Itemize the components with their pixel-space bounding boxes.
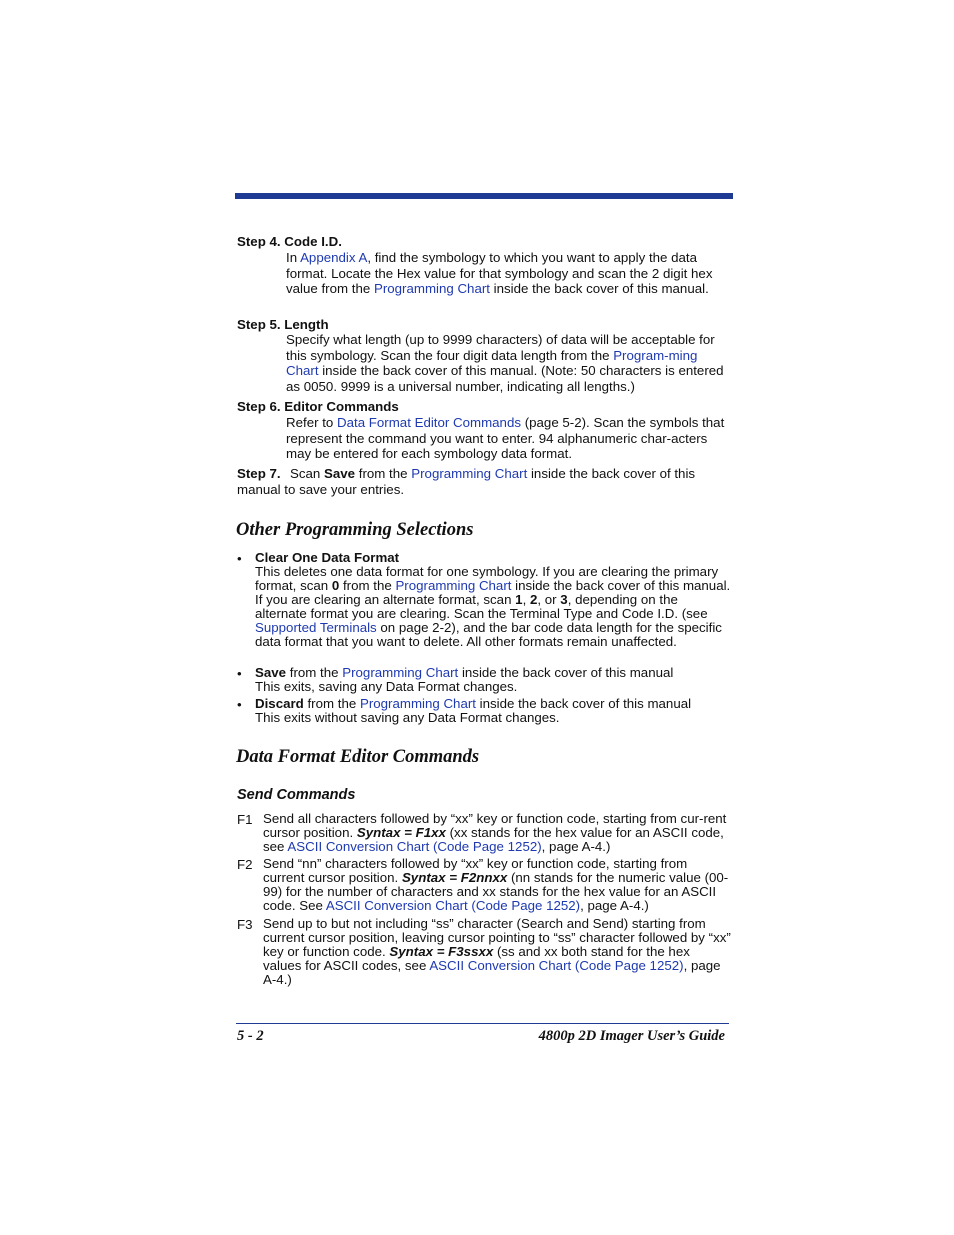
text: Send all characters followed by “xx” key or function code, starting from cur-rent cursor position. [263,811,727,840]
discard-keyword: Discard [255,696,304,711]
text: Scan [290,466,325,481]
bullet-icon: • [237,666,242,681]
programming-chart-link[interactable]: Programming Chart [373,281,490,297]
text: (xx stands for the hex value for an ASCII code, see [263,825,724,854]
ascii-chart-link[interactable]: ASCII Conversion Chart (Code Page 1252) [325,898,581,913]
command-key-f3: F3 [237,917,253,932]
text: (nn stands for the numeric value (00-99) for the number of characters and xx stands for the hex value for an ASCII code. See [263,870,729,913]
command-f1-text [263,812,731,854]
command-key-f2: F2 [237,857,253,872]
digit: 3 [560,592,568,607]
save-line [255,666,731,680]
text: inside the back cover of this manual [475,696,692,711]
save-keyword: Save [255,665,287,680]
text: from the [286,665,343,680]
command-f2-text [263,857,731,913]
step-7-text [237,466,727,497]
clear-format-heading: Clear One Data Format [255,550,400,565]
syntax-text: Syntax = F3ssxx [389,944,494,959]
text: inside the back cover of this manual. If you are clearing an alternate format, scan [255,578,731,607]
discard-line [255,697,731,711]
text: inside the back cover of this manual. (Note: 50 characters is entered as 0050. 9999 is a universal number, indicating all lengths.) [286,363,724,394]
text: , page A-4.) [580,898,649,913]
syntax-text: Syntax = F1xx [356,825,446,840]
header-rule [235,193,733,199]
programming-chart-link[interactable]: Program-ming Chart [286,347,698,379]
save-description: This exits, saving any Data Format changes. [255,679,518,694]
text: Refer to [286,415,337,430]
text: , find the symbology to which you want to apply the data format. Locate the Hex value for that symbology and scan the 2 digit hex value from the [286,250,713,297]
text: This deletes one data format for one symbology. If you are clearing the primary format, scan [255,564,719,593]
text: from the [339,578,396,593]
text: inside the back cover of this manual. [489,281,709,297]
text: from the [355,466,412,481]
bullet-icon: • [237,697,242,712]
save-keyword: Save [324,466,356,481]
digit: 0 [331,578,340,593]
text: (page 5-2). Scan the symbols that represent the command you want to enter. 94 alphanumeric char-acters may be entered for each symbology data format. [286,415,725,462]
appendix-a-link[interactable]: Appendix A [300,250,368,265]
digit: 1 [515,592,523,607]
discard-block [255,697,731,725]
programming-chart-link[interactable]: Programming Chart [342,665,459,680]
text: , or [537,592,561,607]
other-programming-title: Other Programming Selections [236,520,474,540]
text: Send up to but not including “ss” character (Search and Send) starting from current cursor position, leaving cursor pointing to “ss” character followed by “xx” key or function code. [263,916,731,959]
text: , page A-4.) [541,839,611,854]
programming-chart-link[interactable]: Programming Chart [359,696,476,711]
footer-rule [236,1023,729,1024]
command-key-f1: F1 [237,812,253,827]
text: Send “nn” characters followed by “xx” key or function code, starting from current cursor position. [263,856,688,885]
text: from the [303,696,360,711]
guide-title: 4800p 2D Imager User’s Guide [538,1028,725,1044]
programming-chart-link[interactable]: Programming Chart [395,578,512,593]
ascii-chart-link[interactable]: ASCII Conversion Chart (Code Page 1252) [287,839,542,854]
supported-terminals-link[interactable]: Supported Terminals [255,620,377,635]
clear-format-block [255,551,731,649]
step-7-heading: Step 7. [237,466,281,481]
text: , [522,592,530,607]
ascii-chart-link[interactable]: ASCII Conversion Chart (Code Page 1252) [429,958,684,973]
programming-chart-link[interactable]: Programming Chart [411,466,528,481]
step-4-text [286,250,731,297]
syntax-text: Syntax = F2nnxx [401,870,508,885]
text: , page A-4.) [263,958,721,987]
command-f3-text [263,917,731,987]
save-block [255,666,731,694]
step-5-text [286,332,731,394]
step-5-heading: Step 5. Length [237,317,329,332]
text: In [286,250,301,265]
text: Specify what length (up to 9999 characters) of data will be acceptable for this symbology. Scan the four digit data length from the [286,332,715,363]
step-6-heading: Step 6. Editor Commands [237,399,399,414]
text: , depending on the alternate format you are clearing. Scan the Terminal Type and Code I.D. (see [255,592,708,621]
text: inside the back cover of this manual [458,665,674,680]
bullet-icon: • [237,551,242,566]
discard-description: This exits without saving any Data Format changes. [255,710,560,725]
text: inside the back cover of this manual to save your entries. [237,466,696,497]
data-format-editor-commands-link[interactable]: Data Format Editor Commands [337,415,522,430]
text: (ss and xx both stand for the hex values for ASCII codes, see [263,944,690,973]
page-number: 5 - 2 [237,1028,264,1044]
editor-commands-title: Data Format Editor Commands [236,747,480,767]
digit: 2 [529,592,538,607]
step-6-text [286,415,731,462]
step-4-heading: Step 4. Code I.D. [237,234,342,249]
clear-format-text [255,565,731,649]
send-commands-subtitle: Send Commands [237,787,356,803]
text: on page 2-2), and the bar code data length for the specific data format that you want to delete. All other formats remain unaffected. [255,620,722,649]
